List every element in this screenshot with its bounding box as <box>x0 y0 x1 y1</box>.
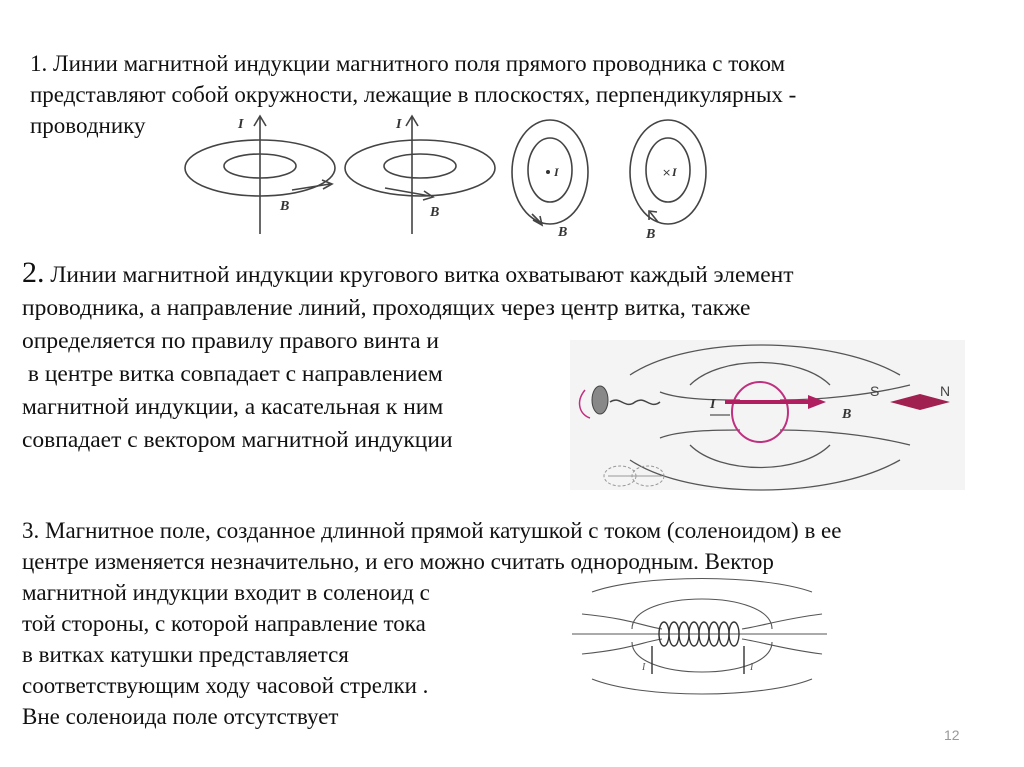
section-3-line-6: соответствующим ходу часовой стрелки . <box>22 673 429 698</box>
small-loop-sketch <box>600 460 670 492</box>
coil-current-label-left: I <box>642 662 646 673</box>
field-label-3: B <box>558 225 568 240</box>
field-label-4: B <box>646 227 656 242</box>
section-2-line-6: совпадает с вектором магнитной индукции <box>22 427 453 453</box>
section-3-line-1: 3. Магнитное поле, созданное длинной прямой катушкой с током (соленоидом) в ее <box>22 518 842 543</box>
current-label-3: I <box>554 165 559 179</box>
current-label-1: I <box>238 117 244 132</box>
section-3-line-5: в витках катушки представляется <box>22 642 349 667</box>
straight-conductor-diagram <box>180 112 700 242</box>
section-2-line-2: проводника, а направление линий, проходящих через центр витка, также <box>22 295 751 321</box>
section-3-line-3: магнитной индукции входит в соленоид с <box>22 580 430 605</box>
section-3-line-4: той стороны, с которой направление тока <box>22 611 426 636</box>
section-3-line-2: центре изменяется незначительно, и его можно считать однородным. Вектор <box>22 549 774 574</box>
section-2-line-4: в центре витка совпадает с направлением <box>22 361 443 387</box>
section-2-line-5: магнитной индукции, а касательная к ним <box>22 394 444 420</box>
solenoid-diagram <box>572 584 832 694</box>
field-label-1: B <box>280 199 290 214</box>
coil-current-label-right: I <box>750 662 754 673</box>
section-3-line-7: Вне соленоида поле отсутствует <box>22 704 339 729</box>
section-1-line-3: проводнику <box>30 113 146 138</box>
current-label-4: I <box>672 165 677 179</box>
section-1-line-1: 1. Линии магнитной индукции магнитного поля прямого проводника с током <box>30 51 786 76</box>
south-pole-label: S <box>870 383 880 399</box>
section-1-line-2: представляют собой окружности, лежащие в плоскостях, перпендикулярных - <box>30 82 797 107</box>
loop-current-label: I <box>710 397 716 412</box>
section-2-number: 2. <box>22 256 45 289</box>
section-2-line-1 <box>22 256 794 292</box>
section-2-line-1-rest: Линии магнитной индукции кругового витка охватывают каждый элемент <box>44 262 794 288</box>
section-2-line-3: определяется по правилу правого винта и <box>22 328 440 354</box>
svg-text:×: × <box>662 166 672 179</box>
north-pole-label: N <box>940 383 951 399</box>
current-label-2: I <box>396 117 402 132</box>
field-label-2: B <box>430 205 440 220</box>
loop-field-label: B <box>842 407 852 422</box>
page-number: 12 <box>944 727 960 743</box>
